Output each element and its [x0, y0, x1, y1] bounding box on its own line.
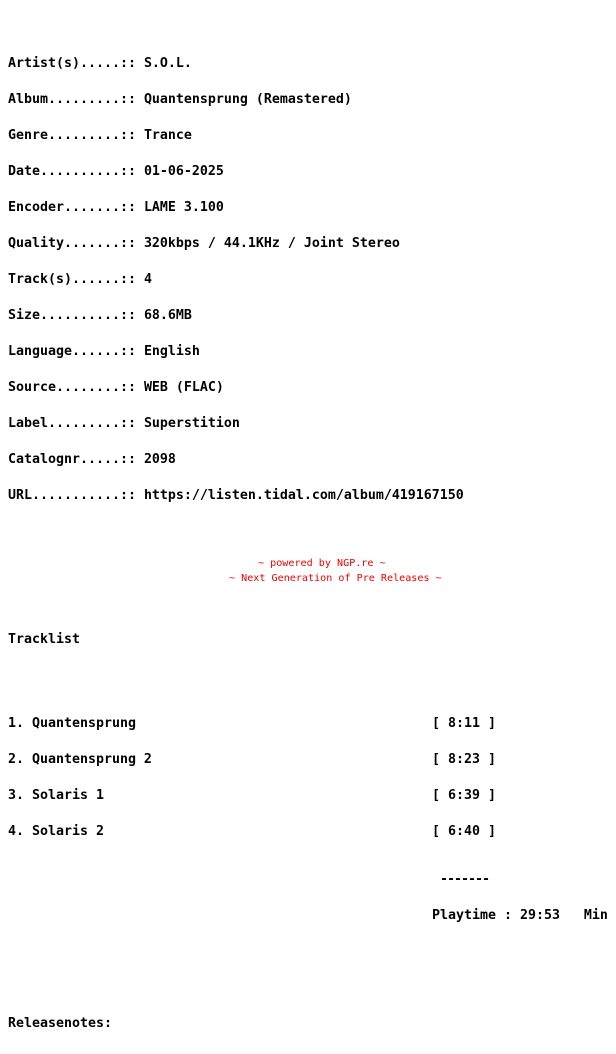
field-label-source: Source........::: [8, 380, 136, 395]
field-row-encoder: [8, 202, 464, 214]
field-row-quality: [8, 238, 464, 250]
field-label-label: Label.........::: [8, 416, 136, 431]
footer-powered-by: ~ powered by NGP.re ~: [258, 558, 386, 569]
field-label-artist: Artist(s).....::: [8, 56, 136, 71]
field-value-size: 68.6MB: [143, 308, 192, 323]
playtime-total: Playtime : 29:53 Min: [432, 908, 608, 923]
field-value-genre: Trance: [143, 128, 192, 143]
track-name: 3. Solaris 1: [8, 788, 104, 803]
field-label-size: Size..........::: [8, 308, 136, 323]
field-row-label: [8, 418, 464, 430]
nfo-document: [8, 10, 608, 1054]
field-row-language: [8, 346, 464, 358]
track-duration: [ 8:11 ]: [432, 716, 496, 731]
releasenotes-heading: Releasenotes:: [8, 1016, 112, 1031]
track-row: [8, 752, 496, 767]
field-label-catalognr: Catalognr.....::: [8, 452, 136, 467]
field-label-quality: Quality.......::: [8, 236, 136, 251]
field-label-encoder: Encoder.......::: [8, 200, 136, 215]
field-value-source: WEB (FLAC): [143, 380, 224, 395]
field-value-encoder: LAME 3.100: [143, 200, 224, 215]
field-row-tracks: [8, 274, 464, 286]
blank-line: [8, 538, 464, 550]
release-url-link[interactable]: https://listen.tidal.com/album/419167150: [143, 488, 464, 503]
field-row-date: [8, 166, 464, 178]
field-value-tracks: 4: [143, 272, 152, 287]
playtime-divider-row: [8, 872, 489, 887]
field-value-album: Quantensprung (Remastered): [143, 92, 352, 107]
track-name: 2. Quantensprung 2: [8, 752, 152, 767]
track-duration: [ 8:23 ]: [432, 752, 496, 767]
track-duration: [ 6:40 ]: [432, 824, 496, 839]
blank-line: [8, 958, 464, 970]
field-label-date: Date..........::: [8, 164, 136, 179]
playtime-row: [8, 908, 608, 923]
field-value-date: 01-06-2025: [143, 164, 224, 179]
field-value-artist: S.O.L.: [143, 56, 192, 71]
field-value-quality: 320kbps / 44.1KHz / Joint Stereo: [143, 236, 400, 251]
track-row: [8, 824, 496, 839]
field-value-catalognr: 2098: [143, 452, 176, 467]
track-row: [8, 788, 496, 803]
track-name: 4. Solaris 2: [8, 824, 104, 839]
track-row: [8, 716, 496, 731]
playtime-divider: -------: [440, 872, 489, 887]
field-row-size: [8, 310, 464, 322]
field-row-url: [8, 490, 464, 502]
track-name: 1. Quantensprung: [8, 716, 136, 731]
field-row-catalognr: [8, 454, 464, 466]
track-duration: [ 6:39 ]: [432, 788, 496, 803]
blank-line: [8, 670, 464, 682]
field-label-language: Language......::: [8, 344, 136, 359]
field-row-artist: [8, 58, 464, 70]
field-row-album: [8, 94, 464, 106]
field-value-label: Superstition: [143, 416, 240, 431]
field-label-url: URL...........::: [8, 488, 136, 503]
footer-slogan: ~ Next Generation of Pre Releases ~: [229, 573, 442, 584]
tracklist-heading: Tracklist: [8, 632, 80, 647]
field-row-source: [8, 382, 464, 394]
field-label-tracks: Track(s)......::: [8, 272, 136, 287]
field-row-genre: [8, 130, 464, 142]
field-value-language: English: [143, 344, 200, 359]
field-label-genre: Genre.........::: [8, 128, 136, 143]
field-label-album: Album.........::: [8, 92, 136, 107]
